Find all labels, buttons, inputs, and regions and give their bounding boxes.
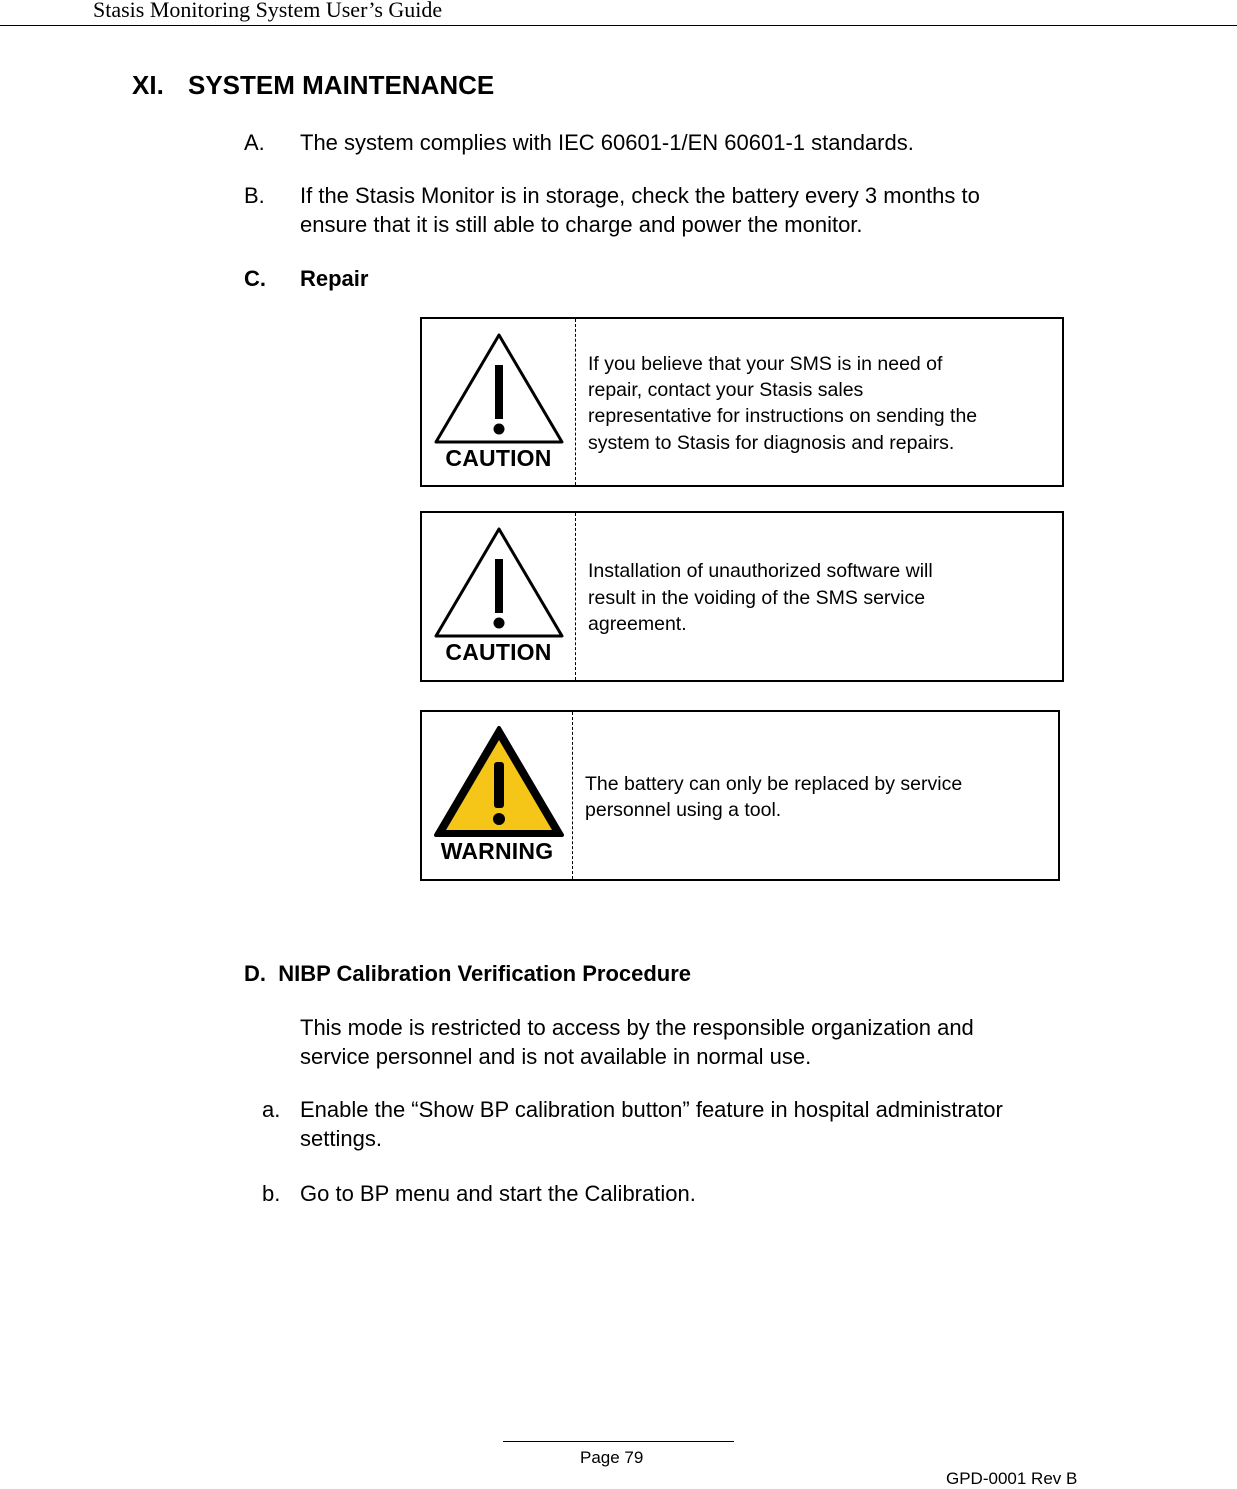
section-number: XI. xyxy=(132,70,164,100)
warning-label: WARNING xyxy=(440,838,554,864)
subsection-intro-line-2: service personnel and is not available in normal use. xyxy=(300,1044,812,1069)
notice-text-line: personnel using a tool. xyxy=(585,799,782,821)
item-marker: C. xyxy=(244,266,266,291)
step-text-line-1: Enable the “Show BP calibration button” feature in hospital administrator xyxy=(300,1097,1003,1122)
warning-triangle-icon xyxy=(433,724,565,838)
step-marker: a. xyxy=(262,1097,281,1122)
footer-rule xyxy=(503,1441,734,1442)
subsection-title-repair: Repair xyxy=(300,266,369,291)
caution-label: CAUTION xyxy=(445,639,552,665)
header-rule xyxy=(0,25,1237,26)
caution-notice xyxy=(420,317,1064,487)
step-text-line-2: settings. xyxy=(300,1126,382,1151)
item-marker: A. xyxy=(244,130,265,155)
subsection-d-heading xyxy=(244,959,691,988)
notice-text-line: The battery can only be replaced by service xyxy=(585,773,963,795)
subsection-intro-line-1: This mode is restricted to access by the responsible organization and xyxy=(300,1015,974,1040)
notice-text-line: system to Stasis for diagnosis and repairs. xyxy=(588,432,955,454)
section-title: SYSTEM MAINTENANCE xyxy=(188,70,495,100)
notice-icon-cell xyxy=(422,513,576,680)
warning-notice xyxy=(420,710,1060,881)
step-marker: b. xyxy=(262,1181,281,1206)
notice-text-line: If you believe that your SMS is in need of xyxy=(588,353,943,375)
item-text-line-2: ensure that it is still able to charge and power the monitor. xyxy=(300,212,863,237)
notice-text-line: result in the voiding of the SMS service xyxy=(588,587,926,609)
section-heading xyxy=(132,70,494,101)
item-text-line-1: If the Stasis Monitor is in storage, check the battery every 3 months to xyxy=(300,183,980,208)
notice-text-line: repair, contact your Stasis sales xyxy=(588,379,864,401)
caution-triangle-icon xyxy=(433,331,565,445)
subsection-title: NIBP Calibration Verification Procedure xyxy=(278,961,692,986)
step-text-line-1: Go to BP menu and start the Calibration. xyxy=(300,1181,696,1206)
document-id: GPD-0001 Rev B xyxy=(946,1469,1078,1488)
item-text: The system complies with IEC 60601-1/EN 60601-1 standards. xyxy=(300,130,914,155)
subsection-marker: D. xyxy=(244,961,266,986)
running-header: Stasis Monitoring System User’s Guide xyxy=(93,0,443,22)
notice-icon-cell xyxy=(422,712,573,879)
caution-label: CAUTION xyxy=(445,445,552,471)
notice-icon-cell xyxy=(422,319,576,485)
notice-text-line: agreement. xyxy=(588,613,687,635)
item-marker: B. xyxy=(244,183,265,208)
notice-text-line: Installation of unauthorized software will xyxy=(588,560,933,582)
page-number: Page 79 xyxy=(580,1448,644,1467)
notice-text-line: representative for instructions on sending the xyxy=(588,405,978,427)
caution-notice xyxy=(420,511,1064,682)
caution-triangle-icon xyxy=(433,525,565,639)
